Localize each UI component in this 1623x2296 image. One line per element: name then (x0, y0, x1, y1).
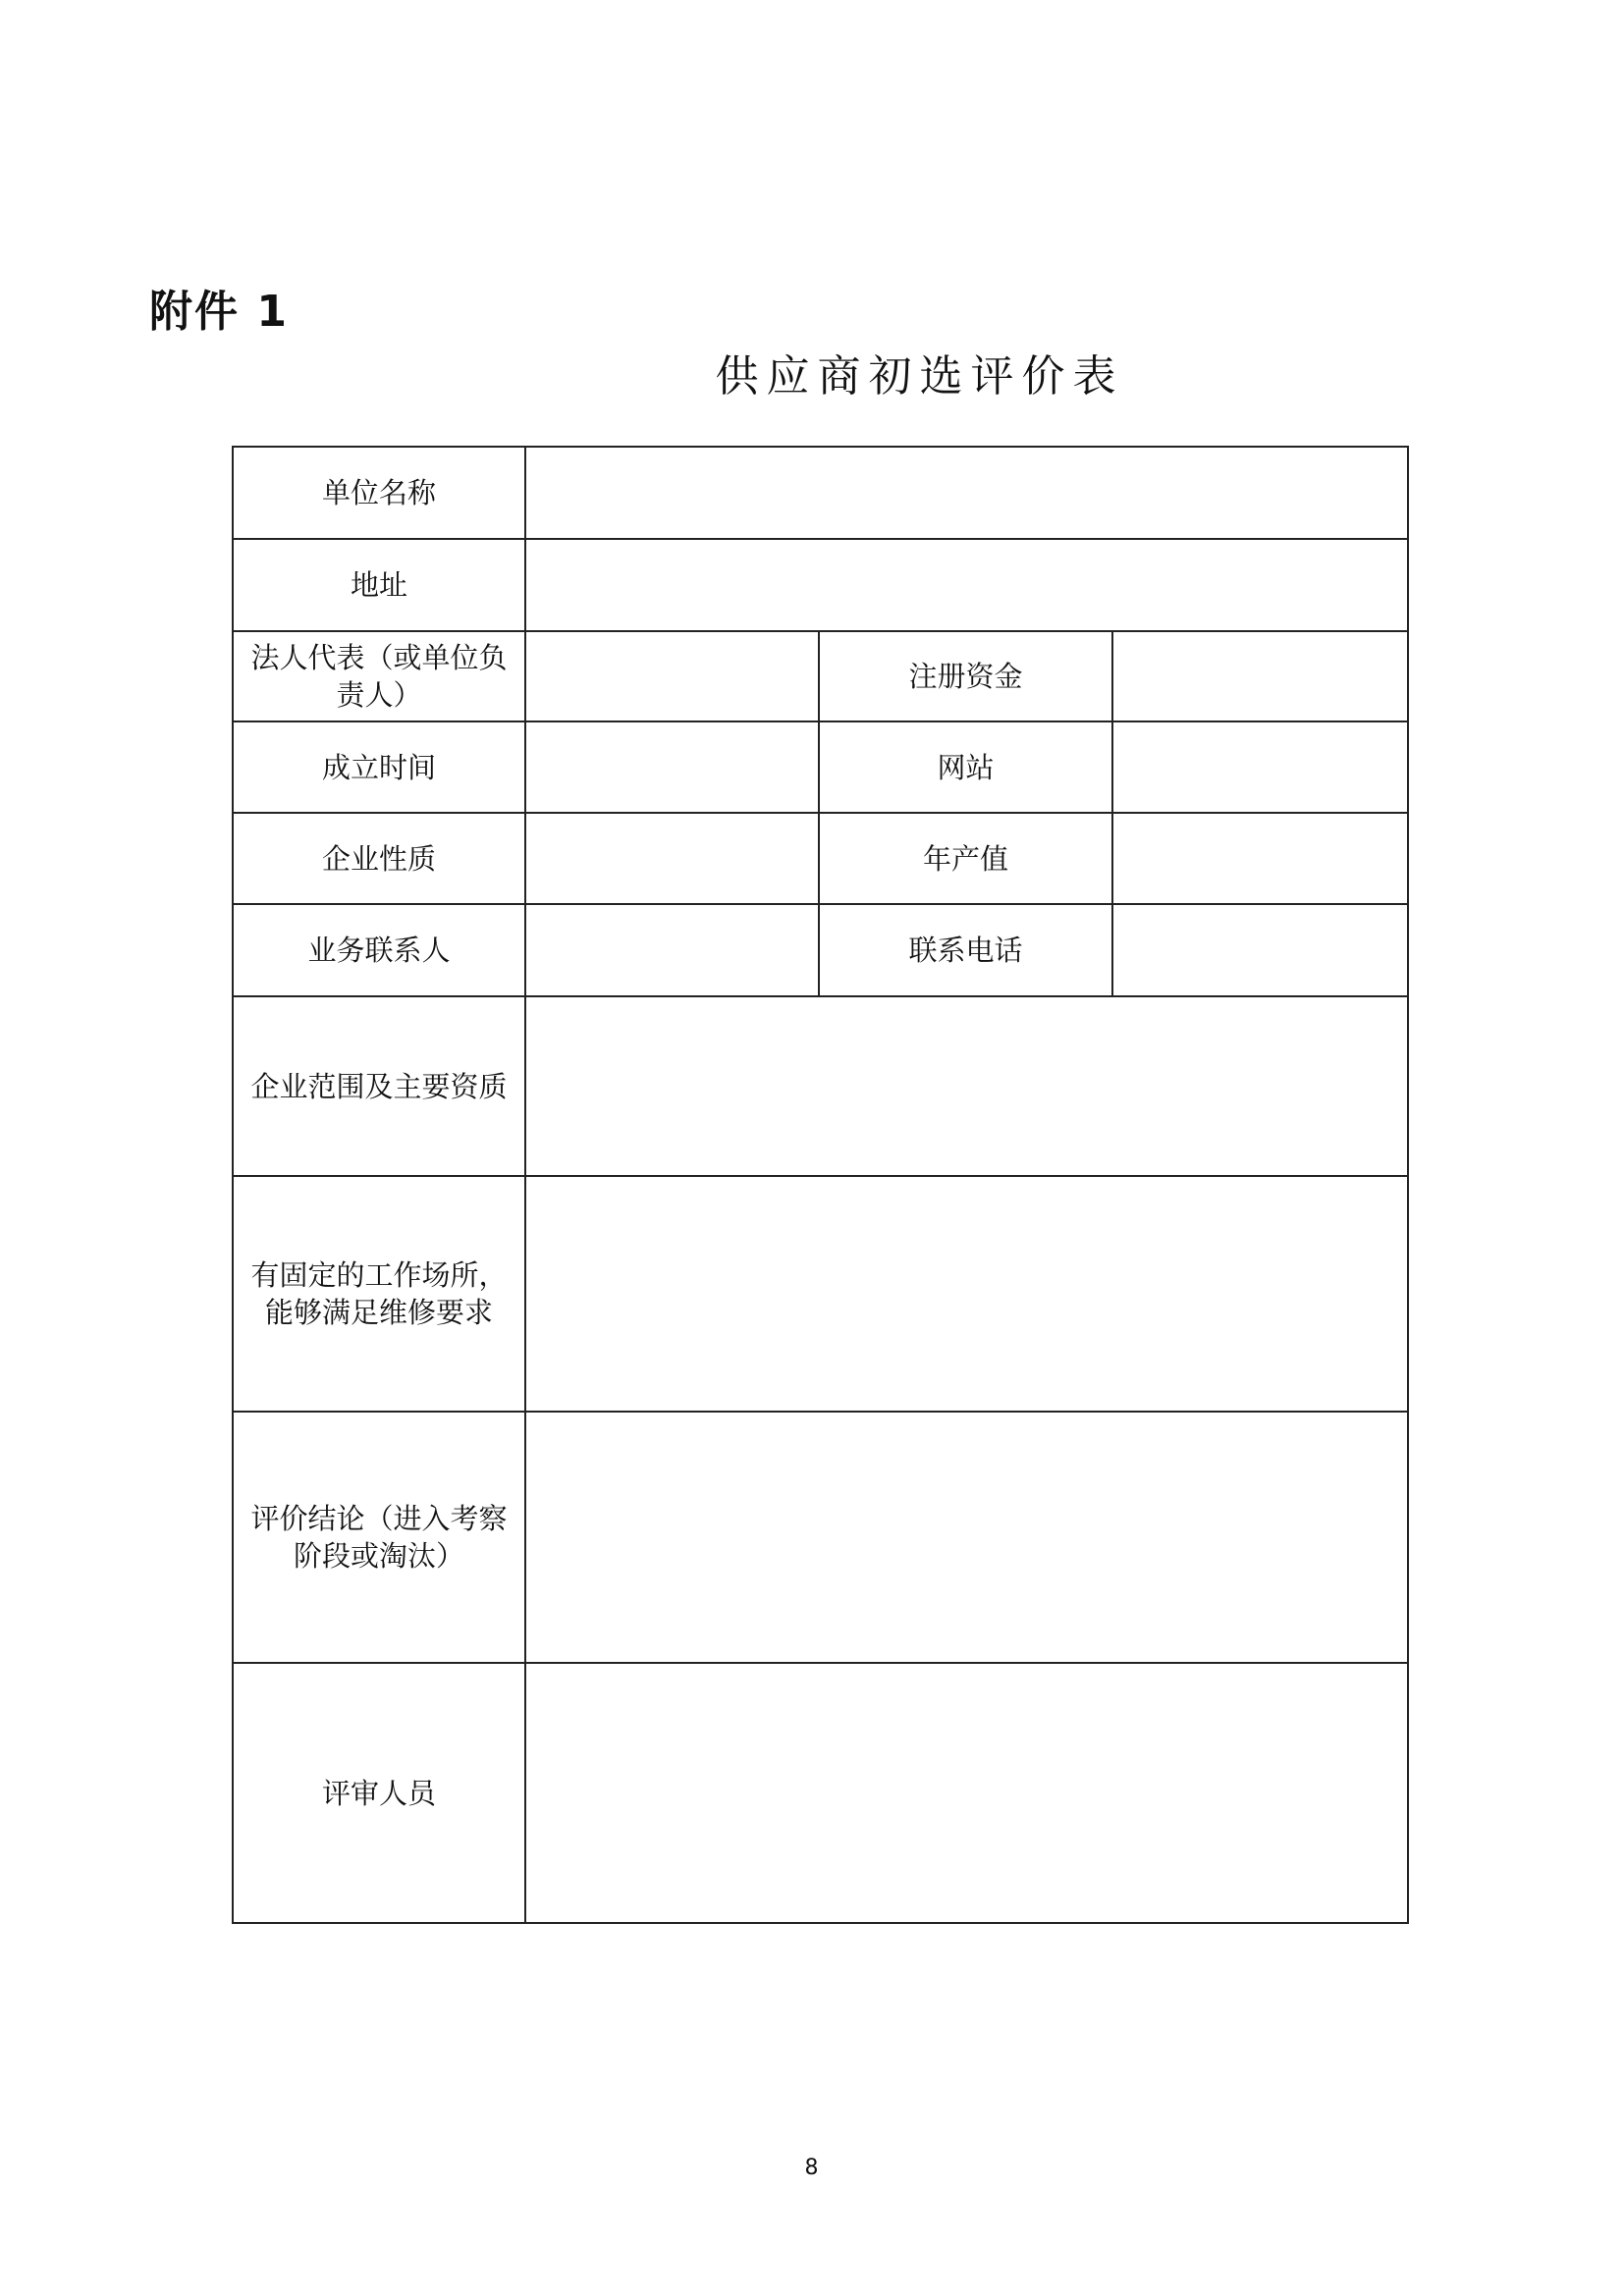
workplace-label (233, 1176, 525, 1412)
enterprise-type-field[interactable] (525, 813, 819, 904)
annual-output-label: 年产值 (819, 813, 1112, 904)
table-row (233, 631, 1408, 721)
address-label: 地址 (233, 539, 525, 631)
established-label: 成立时间 (233, 721, 525, 813)
contact-person-label: 业务联系人 (233, 904, 525, 996)
supplier-evaluation-table (232, 446, 1409, 1924)
legal-rep-field[interactable] (525, 631, 819, 721)
registered-capital-label: 注册资金 (819, 631, 1112, 721)
company-name-label: 单位名称 (233, 447, 525, 539)
enterprise-type-label: 企业性质 (233, 813, 525, 904)
company-name-field[interactable] (525, 447, 1408, 539)
attachment-label: 附件 1 (149, 287, 289, 337)
legal-rep-label: 法人代表（或单位负责人） (233, 631, 525, 721)
workplace-label-line2: 能够满足维修要求 (264, 1296, 493, 1329)
table-row (233, 1176, 1408, 1412)
table-row (233, 996, 1408, 1176)
table-row (233, 1412, 1408, 1663)
website-label: 网站 (819, 721, 1112, 813)
reviewers-label: 评审人员 (233, 1663, 525, 1923)
scope-label: 企业范围及主要资质 (233, 996, 525, 1176)
table-row (233, 813, 1408, 904)
contact-phone-label: 联系电话 (819, 904, 1112, 996)
conclusion-label-line1: 评价结论（进入考察 (250, 1502, 508, 1535)
table-row (233, 904, 1408, 996)
table-row (233, 1663, 1408, 1923)
conclusion-field[interactable] (525, 1412, 1408, 1663)
established-field[interactable] (525, 721, 819, 813)
reviewers-field[interactable] (525, 1663, 1408, 1923)
form-title: 供应商初选评价表 (715, 351, 1124, 401)
workplace-label-line1: 有固定的工作场所， (250, 1258, 508, 1292)
page-number: 8 (804, 2156, 819, 2180)
table-row (233, 539, 1408, 631)
website-field[interactable] (1112, 721, 1408, 813)
table-row (233, 447, 1408, 539)
scope-field[interactable] (525, 996, 1408, 1176)
workplace-field[interactable] (525, 1176, 1408, 1412)
conclusion-label-line2: 阶段或淘汰） (293, 1539, 464, 1573)
annual-output-field[interactable] (1112, 813, 1408, 904)
registered-capital-field[interactable] (1112, 631, 1408, 721)
conclusion-label (233, 1412, 525, 1663)
address-field[interactable] (525, 539, 1408, 631)
contact-person-field[interactable] (525, 904, 819, 996)
table-row (233, 721, 1408, 813)
contact-phone-field[interactable] (1112, 904, 1408, 996)
